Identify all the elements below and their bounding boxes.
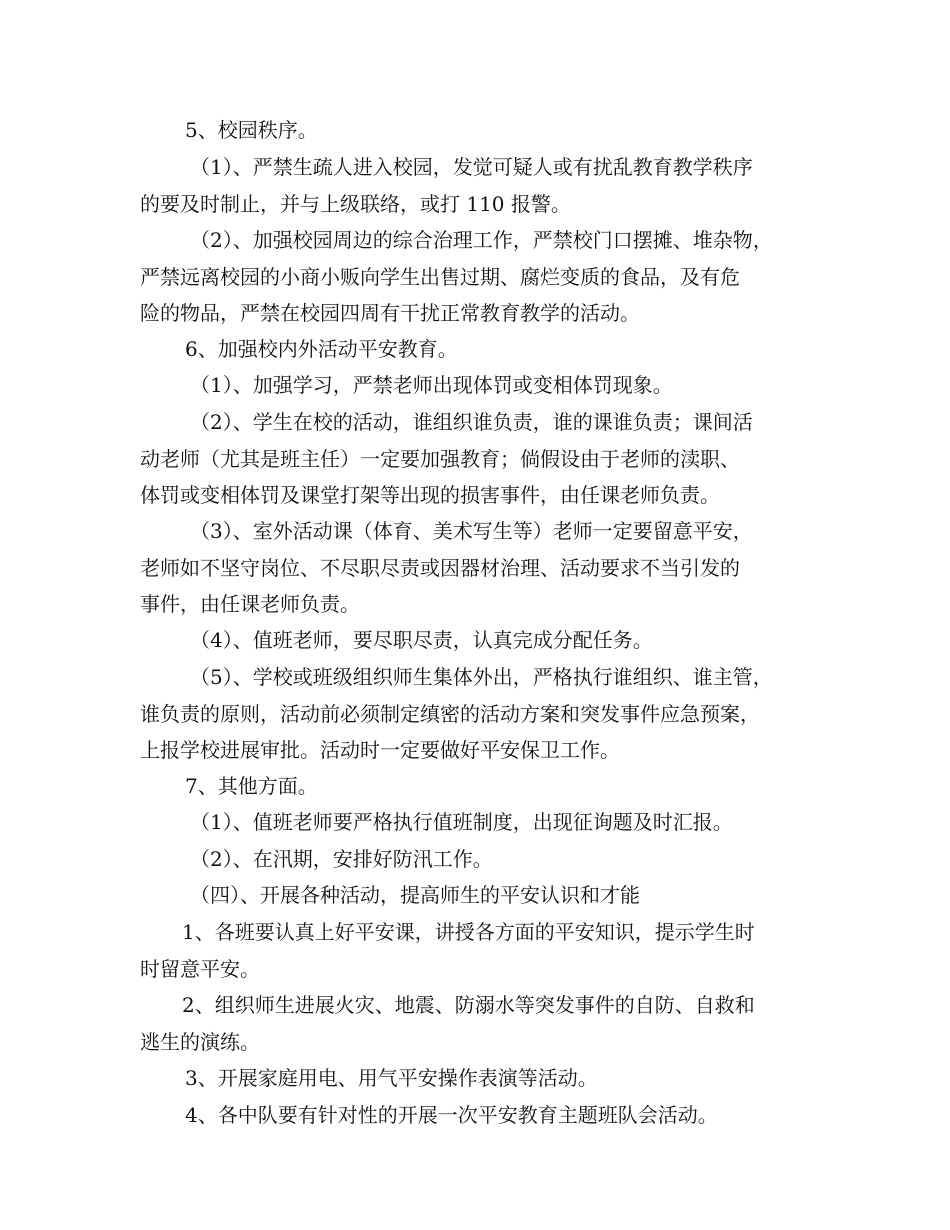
text-line: （1）、值班老师要严格执行值班制度，出现征询题及时汇报。 xyxy=(190,810,733,834)
text-line: 2、组织师生进展火灾、地震、防溺水等突发事件的自防、自救和 xyxy=(182,993,755,1017)
text-line: 险的物品，严禁在校园四周有干扰正常教育教学的活动。 xyxy=(140,301,640,325)
paragraph-activity-safety-item-3 xyxy=(140,513,830,623)
paragraph-activity-safety-item-2 xyxy=(140,404,830,514)
text-line: （2）、学生在校的活动，谁组织谁负责，谁的课谁负责；课间活 xyxy=(190,410,753,434)
text-line: 动老师（尤其是班主任）一定要加强教育；倘假设由于老师的渎职、 xyxy=(140,446,740,471)
paragraph-activity-safety-item-5 xyxy=(140,659,830,769)
paragraph-other-heading xyxy=(140,768,830,805)
text-line: 体罚或变相体罚及课堂打架等出现的损害事件，由任课老师负责。 xyxy=(140,483,720,507)
text-line: （3）、室外活动课（体育、美术写生等）老师一定要留意平安， xyxy=(190,519,753,543)
paragraph-section-four-item-2 xyxy=(140,987,830,1060)
paragraph-campus-order-heading xyxy=(140,112,830,149)
text-line: 3、开展家庭用电、用气平安操作表演等活动。 xyxy=(185,1066,598,1090)
paragraph-activity-safety-item-4 xyxy=(140,622,830,659)
text-line: 5、校园秩序。 xyxy=(185,118,318,142)
paragraph-section-four-heading xyxy=(140,877,830,914)
text-line: 4、各中队要有针对性的开展一次平安教育主题班队会活动。 xyxy=(185,1103,718,1127)
paragraph-other-item-2 xyxy=(140,841,830,878)
paragraph-section-four-item-1 xyxy=(140,914,830,987)
text-line: 上报学校进展审批。活动时一定要做好平安保卫工作。 xyxy=(140,738,620,762)
text-line: 7、其他方面。 xyxy=(185,774,318,798)
paragraph-activity-safety-heading xyxy=(140,331,830,368)
text-line: （1）、加强学习，严禁老师出现体罚或变相体罚现象。 xyxy=(190,373,673,397)
text-line: 6、加强校内外活动平安教育。 xyxy=(185,337,458,361)
text-line: 时留意平安。 xyxy=(140,956,260,981)
text-line: 严禁远离校园的小商小贩向学生出售过期、腐烂变质的食品，及有危 xyxy=(140,264,740,289)
text-line: （2）、在汛期，安排好防汛工作。 xyxy=(190,847,493,871)
text-line: 的要及时制止，并与上级联络，或打 110 报警。 xyxy=(140,191,571,216)
text-line: （四）、开展各种活动，提高师生的平安认识和才能 xyxy=(190,883,640,907)
text-line: 1、各班要认真上好平安课，讲授各方面的平安知识，提示学生时 xyxy=(182,920,755,944)
text-line: 事件，由任课老师负责。 xyxy=(140,592,360,616)
text-line: 谁负责的原则，活动前必须制定缜密的活动方案和突发事件应急预案， xyxy=(140,701,760,726)
text-line: （1）、严禁生疏人进入校园，发觉可疑人或有扰乱教育教学秩序 xyxy=(190,155,753,179)
paragraph-activity-safety-item-1 xyxy=(140,367,830,404)
paragraph-other-item-1 xyxy=(140,804,830,841)
text-line: （5）、学校或班级组织师生集体外出，严格执行谁组织、谁主管， xyxy=(190,665,773,689)
text-line: （2）、加强校园周边的综合治理工作，严禁校门口摆摊、堆杂物， xyxy=(190,228,773,252)
paragraph-section-four-item-3 xyxy=(140,1060,830,1097)
paragraph-section-four-item-4 xyxy=(140,1097,830,1134)
text-line: （4）、值班老师，要尽职尽责，认真完成分配任务。 xyxy=(190,628,653,652)
text-line: 逃生的演练。 xyxy=(140,1029,260,1054)
text-line: 老师如不坚守岗位、不尽职尽责或因器材治理、活动要求不当引发的 xyxy=(140,555,740,580)
paragraph-campus-order-item-1 xyxy=(140,149,830,222)
paragraph-campus-order-item-2 xyxy=(140,222,830,332)
